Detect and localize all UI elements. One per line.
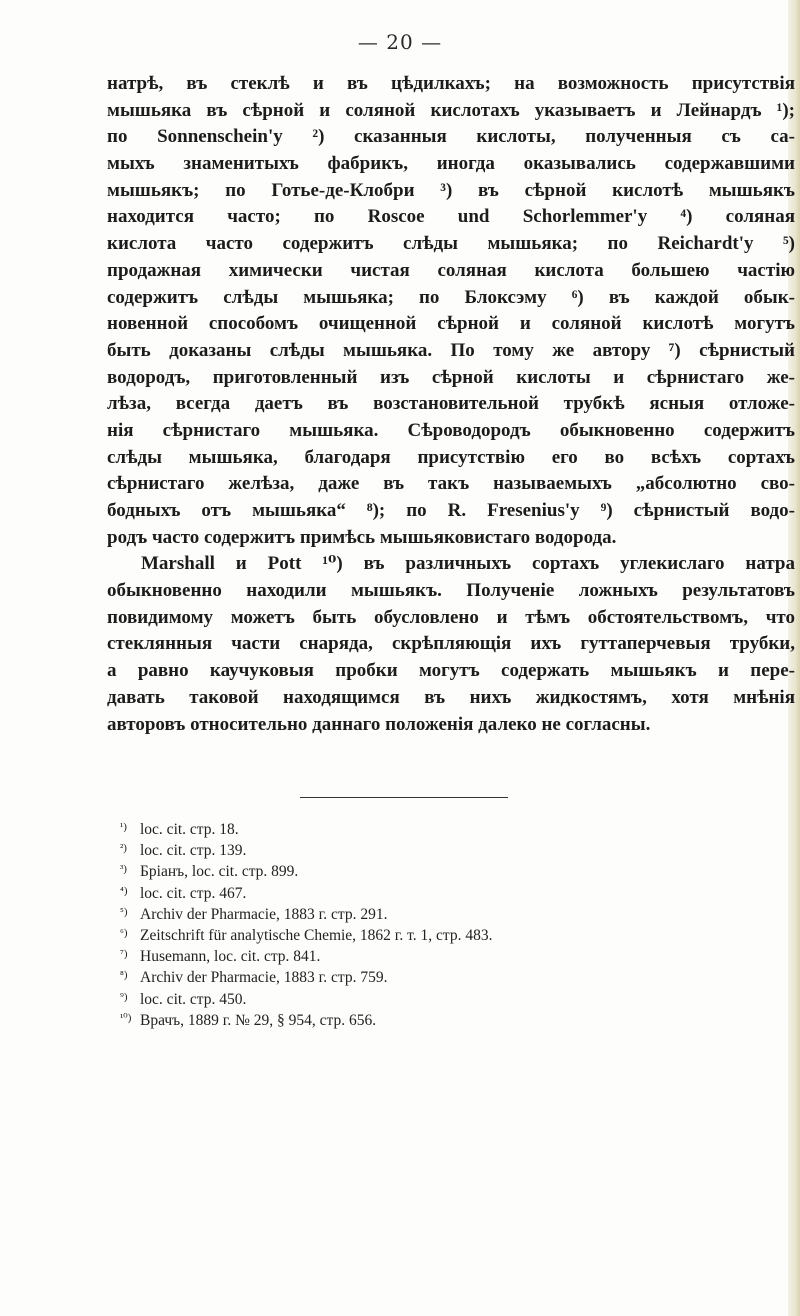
footnote bbox=[120, 924, 780, 945]
footnote-mark: ³) bbox=[120, 863, 127, 876]
text-line: стеклянныя части снаряда, скрѣпляющія ихъ гуттаперчевыя трубки, bbox=[107, 633, 795, 655]
text-line: родъ часто содержитъ примѣсь мышьяковистаго водорода. bbox=[107, 526, 617, 548]
page-number: — 20 — bbox=[357, 30, 443, 54]
text-line: давать таковой находящимся въ нихъ жидкостямъ, хотя мнѣнія bbox=[107, 686, 795, 708]
text-line: лѣза, всегда даетъ въ возстановительной трубкѣ ясныя отложе- bbox=[107, 393, 795, 415]
footnote-mark: ⁴) bbox=[120, 884, 128, 897]
text-line: по Sonnenschein'у ²) сказанныя кислоты, полученныя съ са- bbox=[107, 126, 795, 148]
body-text bbox=[107, 71, 795, 738]
footnote bbox=[120, 882, 780, 903]
footnote-mark: ⁵) bbox=[120, 905, 128, 918]
footnote bbox=[120, 903, 780, 924]
footnote-mark: ⁹) bbox=[120, 990, 128, 1003]
text-line: содержитъ слѣды мышьяка; по Блоксэму ⁶) въ каждой обык- bbox=[107, 286, 795, 308]
text-line: мышьякъ; по Готье-де-Клобри ³) въ сѣрной кислотѣ мышьякъ bbox=[107, 179, 795, 201]
footnote-text: Врачъ, 1889 г. № 29, § 954, стр. 656. bbox=[140, 1011, 377, 1029]
footnote-text: Zeitschrift für analytische Chemie, 1862 г. т. 1, стр. 483. bbox=[140, 927, 493, 945]
footnote-text: Бріанъ, loc. cit. стр. 899. bbox=[140, 863, 299, 881]
footnote-mark: ¹) bbox=[120, 821, 127, 833]
text-line: мышьяка въ сѣрной и соляной кислотахъ указываетъ и Лейнардъ ¹); bbox=[107, 99, 795, 121]
text-line: обыкновенно находили мышьякъ. Полученіе ложныхъ результатовъ bbox=[107, 580, 795, 602]
text-line: кислота часто содержитъ слѣды мышьяка; по Reichardt'у ⁵) bbox=[107, 233, 795, 255]
footnote-text: loc. cit. стр. 139. bbox=[140, 842, 247, 860]
footnote-text: Archiv der Pharmacie, 1883 г. стр. 291. bbox=[140, 905, 388, 923]
text-line: а равно каучуковыя пробки могутъ содержать мышьякъ и пере- bbox=[107, 660, 795, 682]
footnote bbox=[120, 818, 780, 839]
footnote bbox=[120, 860, 780, 881]
footnote-text: Husemann, loc. cit. стр. 841. bbox=[140, 948, 321, 966]
footnote-mark: ⁷) bbox=[120, 948, 128, 961]
footnote-mark: ²) bbox=[120, 842, 127, 855]
text-line: повидимому можетъ быть обусловлено и тѣмъ обстоятельствомъ, что bbox=[107, 606, 795, 628]
footnote-text: loc. cit. стр. 450. bbox=[140, 990, 247, 1008]
footnote bbox=[120, 1009, 780, 1030]
text-line: натрѣ, въ стеклѣ и въ цѣдилкахъ; на возможность присутствія bbox=[107, 73, 795, 94]
text-line: авторовъ относительно даннаго положенія далеко не согласны. bbox=[107, 713, 651, 735]
text-line: сѣрнистаго желѣза, даже въ такъ называемыхъ „абсолютно сво- bbox=[107, 473, 795, 495]
text-line: новенной способомъ очищенной сѣрной и соляной кислотѣ могутъ bbox=[107, 313, 795, 335]
footnote-text: Archiv der Pharmacie, 1883 г. стр. 759. bbox=[140, 969, 388, 987]
footnote-text: loc. cit. стр. 18. bbox=[140, 821, 239, 838]
footnotes bbox=[120, 818, 780, 1030]
text-line: бодныхъ отъ мышьяка“ ⁸); по R. Fresenius'у ⁹) сѣрнистый водо- bbox=[107, 500, 795, 521]
text-line: быть доказаны слѣды мышьяка. По тому же автору ⁷) сѣрнистый bbox=[107, 339, 795, 361]
text-line: нія сѣрнистаго мышьяка. Сѣроводородъ обыкновенно содержитъ bbox=[107, 419, 795, 441]
text-line: водородъ, приготовленный изъ сѣрной кислоты и сѣрнистаго же- bbox=[107, 366, 795, 388]
footnote bbox=[120, 945, 780, 966]
footnote bbox=[120, 966, 780, 987]
text-line: мыхъ знаменитыхъ фабрикъ, иногда оказывались содержавшими bbox=[107, 153, 795, 175]
text-line: находится часто; по Roscoe und Schorlemmer'у ⁴) соляная bbox=[107, 206, 795, 228]
footnote-mark: ⁸) bbox=[120, 969, 128, 982]
footnote-text: loc. cit. стр. 467. bbox=[140, 884, 247, 902]
footnote-mark: ¹⁰) bbox=[120, 1011, 132, 1024]
footnote-separator bbox=[300, 797, 508, 798]
text-line: слѣды мышьяка, благодаря присутствію его во всѣхъ сортахъ bbox=[107, 446, 795, 468]
footnote bbox=[120, 988, 780, 1009]
text-line: продажная химически чистая соляная кислота большею частію bbox=[107, 259, 795, 281]
footnote-mark: ⁶) bbox=[120, 927, 128, 940]
footnote bbox=[120, 839, 780, 860]
text-line: Marshall и Pott ¹⁰) въ различныхъ сортахъ углекислаго натра bbox=[141, 553, 795, 575]
